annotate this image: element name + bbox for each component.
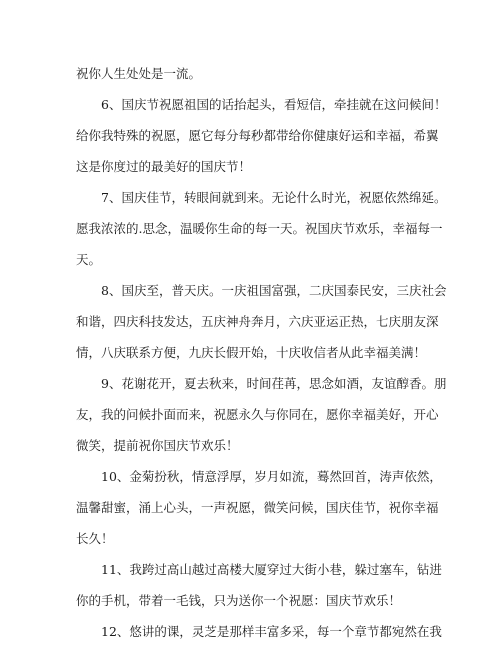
paragraph: [76, 616, 442, 647]
paragraph: [76, 58, 426, 89]
text-line: 微笑，提前祝你国庆节欢乐！: [76, 438, 239, 453]
text-line: 给你我特殊的祝愿，愿它每分每秒都带给你健康好运和幸福，希翼: [76, 128, 439, 143]
paragraph: [76, 368, 447, 461]
text-line: 祝你人生处处是一流。: [76, 66, 202, 81]
text-line: 长久！: [76, 531, 114, 546]
document-body: [76, 58, 447, 647]
text-line: 天。: [76, 252, 102, 267]
text-line: 8、国庆至，普天庆。一庆祖国富强，二庆国泰民安，三庆社会: [101, 283, 447, 298]
text-line: 10、金菊扮秋，情意浮厚，岁月如流，蓦然回首，涛声依然，: [101, 469, 442, 484]
paragraph: [76, 554, 442, 616]
text-line: 友，我的问候扑面而来，祝愿永久与你同在，愿你幸福美好，开心: [76, 407, 439, 422]
text-line: 你的手机，带着一毛钱，只为送你一个祝愿：国庆节欢乐！: [76, 593, 402, 608]
text-line: 温馨甜蜜，涌上心头，一声祝愿，微笑问候，国庆佳节，祝你幸福: [76, 500, 439, 515]
paragraph: [76, 461, 442, 554]
paragraph: [76, 89, 447, 182]
text-line: 愿我浓浓的.思念，温暖你生命的每一天。祝国庆节欢乐，幸福每一: [76, 221, 443, 236]
paragraph: [76, 182, 447, 275]
text-line: 7、国庆佳节，转眼间就到来。无论什么时光，祝愿依然绵延。: [101, 190, 447, 205]
text-line: 情，八庆联系方便，九庆长假开始，十庆收信者从此幸福美满！: [76, 345, 427, 360]
text-line: 9、花谢花开，夏去秋来，时间荏苒，思念如酒，友谊醇香。朋: [101, 376, 447, 391]
text-line: 11、我跨过高山越过高楼大厦穿过大街小巷，躲过塞车，钻进: [101, 562, 442, 577]
text-line: 这是你度过的最美好的国庆节！: [76, 159, 252, 174]
text-line: 6、国庆节祝愿祖国的话抬起头，看短信，牵挂就在这问候间！: [101, 97, 447, 112]
paragraph: [76, 275, 447, 368]
text-line: 和谐，四庆科技发达，五庆神舟奔月，六庆亚运正热，七庆朋友深: [76, 314, 439, 329]
text-line: 12、悠讲的课，灵芝是那样丰富多采，每一个章节都宛然在我: [101, 624, 442, 639]
